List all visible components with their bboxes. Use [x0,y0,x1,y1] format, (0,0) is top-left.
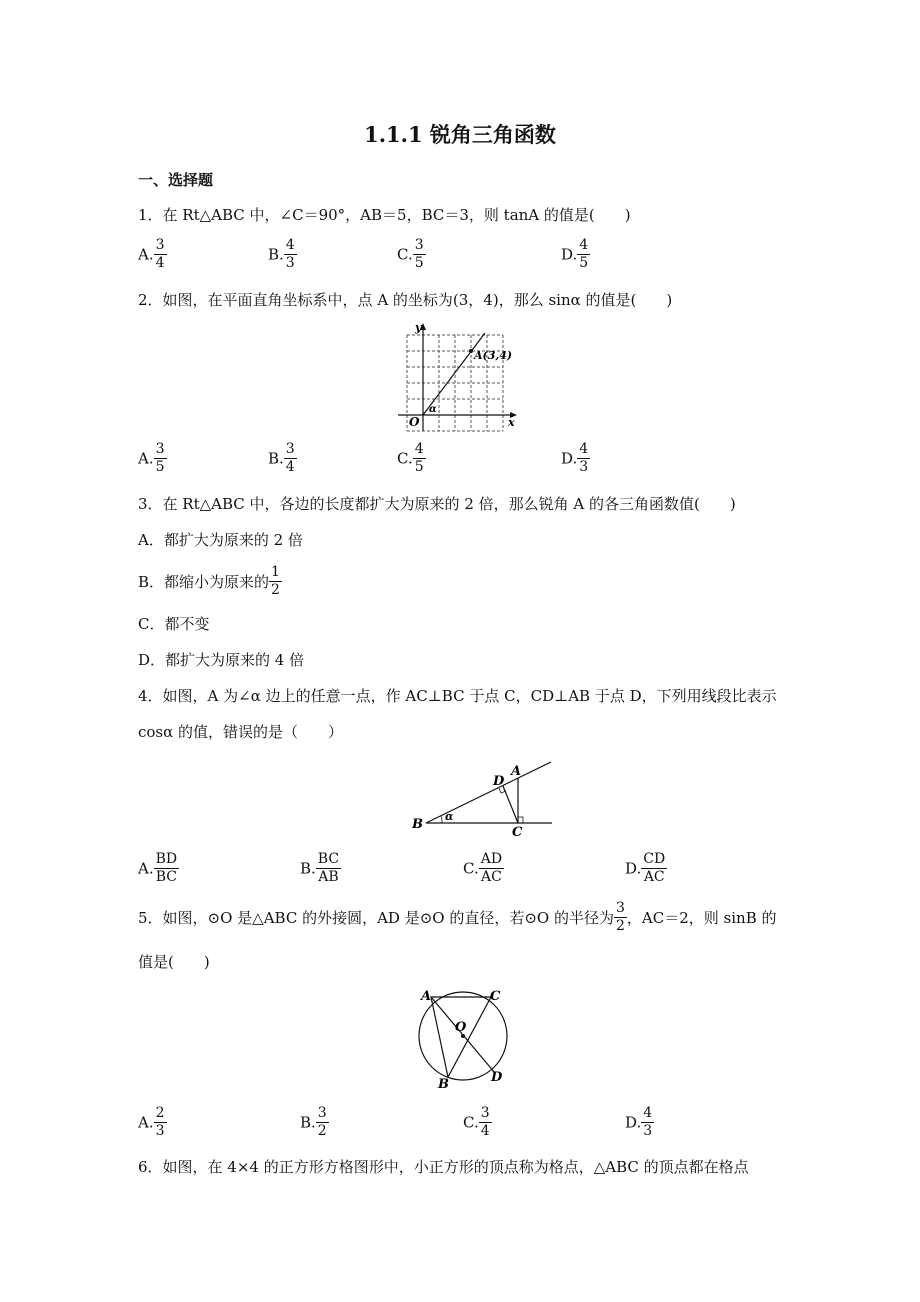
fraction: $\frac{4}{3}$ [579,441,589,475]
fraction: $\frac{3}{4}$ [155,237,165,271]
fraction: $\frac{2}{3}$ [155,1105,165,1139]
fraction: $\frac{BD}{BC}$ [155,851,178,885]
label-c: C [490,989,501,1004]
point-a-label: A(3,4) [474,349,513,362]
q1-option-c[interactable]: C. $\frac{3}{5}$ [397,237,424,271]
question-5-line-1: 5．如图，⊙O 是△ABC 的外接圆，AD 是⊙O 的直径，若⊙O 的半径为 $\frac{3}{2}$ ，AC＝2，则 sinB 的 [138,900,777,934]
triangle-abc [431,997,491,1077]
question-2-text: 2．如图，在平面直角坐标系中，点 A 的坐标为(3，4)，那么 sinα 的值是( ) [138,291,673,309]
q5-option-c[interactable]: C. $\frac{3}{4}$ [463,1105,490,1139]
q4-option-a[interactable]: A. $\frac{BD}{BC}$ [138,851,178,885]
label-a: A [421,989,432,1004]
q5-circle-figure [412,985,512,1093]
q1-option-b[interactable]: B. $\frac{4}{3}$ [268,237,295,271]
fraction: $\frac{3}{4}$ [480,1105,490,1139]
fraction: $\frac{CD}{AC}$ [643,851,666,885]
question-4-line-1: 4．如图，A 为∠α 边上的任意一点，作 AC⊥BC 于点 C，CD⊥AB 于点 D，下列用线段比表示 [138,687,777,705]
q3-option-a[interactable]: A．都扩大为原来的 2 倍 [138,531,303,549]
alpha-label: α [445,810,454,823]
section-heading: 一、选择题 [138,171,214,189]
q2-option-b[interactable]: B. $\frac{3}{4}$ [268,441,295,475]
fraction: $\frac{3}{2}$ [616,900,625,934]
q2-option-a[interactable]: A. $\frac{3}{5}$ [138,441,165,475]
fraction: $\frac{3}{5}$ [414,237,424,271]
q4-option-c[interactable]: C. $\frac{AD}{AC}$ [463,851,503,885]
fraction: $\frac{4}{3}$ [643,1105,653,1139]
right-angle-c [518,817,523,823]
label-b: B [438,1077,449,1092]
label-c: C [512,825,523,838]
ray-oa [423,333,485,415]
q4-triangle-figure [412,758,557,838]
q5-option-b[interactable]: B. $\frac{3}{2}$ [300,1105,327,1139]
fraction: $\frac{3}{5}$ [155,441,165,475]
origin-label: O [409,415,420,429]
q5-option-d[interactable]: D. $\frac{4}{3}$ [625,1105,653,1139]
question-1-text: 1．在 Rt△ABC 中，∠C＝90°，AB＝5，BC＝3，则 tanA 的值是( ) [138,206,631,224]
fraction: $\frac{BC}{AB}$ [317,851,340,885]
y-label: y [415,321,422,334]
q3-option-b[interactable]: B．都缩小为原来的 $\frac{1}{2}$ [138,564,280,598]
fraction: $\frac{AD}{AC}$ [480,851,503,885]
fraction: $\frac{3}{2}$ [317,1105,327,1139]
q1-option-d[interactable]: D. $\frac{4}{5}$ [561,237,589,271]
question-4-line-2: cosα 的值，错误的是（ ） [138,723,344,741]
question-6-text: 6．如图，在 4×4 的正方形方格图形中，小正方形的顶点称为格点，△ABC 的顶点都在格点 [138,1158,749,1176]
fraction: $\frac{4}{5}$ [579,237,589,271]
q1-option-a[interactable]: A. $\frac{3}{4}$ [138,237,165,271]
q3-option-c[interactable]: C．都不变 [138,615,210,633]
label-o: O [455,1020,467,1035]
q5-option-a[interactable]: A. $\frac{2}{3}$ [138,1105,165,1139]
q4-option-d[interactable]: D. $\frac{CD}{AC}$ [625,851,666,885]
angle-arc [441,816,442,823]
q4-option-b[interactable]: B. $\frac{BC}{AB}$ [300,851,340,885]
q2-option-c[interactable]: C. $\frac{4}{5}$ [397,441,424,475]
alpha-label: α [429,404,437,415]
q2-coordinate-figure [398,320,524,432]
fraction: $\frac{3}{4}$ [285,441,295,475]
fraction: $\frac{1}{2}$ [271,564,280,598]
label-d: D [493,774,505,789]
label-a: A [511,764,522,779]
page-title: 1.1.1 锐角三角函数 [364,122,556,147]
label-b: B [412,817,423,832]
fraction: $\frac{4}{5}$ [414,441,424,475]
x-label: x [508,416,515,429]
point-a [469,349,473,353]
label-d: D [491,1070,503,1085]
question-3-text: 3．在 Rt△ABC 中，各边的长度都扩大为原来的 2 倍，那么锐角 A 的各三角函数值( ) [138,495,736,513]
question-5-line-2: 值是( ) [138,953,210,971]
q2-option-d[interactable]: D. $\frac{4}{3}$ [561,441,589,475]
q3-option-d[interactable]: D．都扩大为原来的 4 倍 [138,651,305,669]
fraction: $\frac{4}{3}$ [285,237,295,271]
